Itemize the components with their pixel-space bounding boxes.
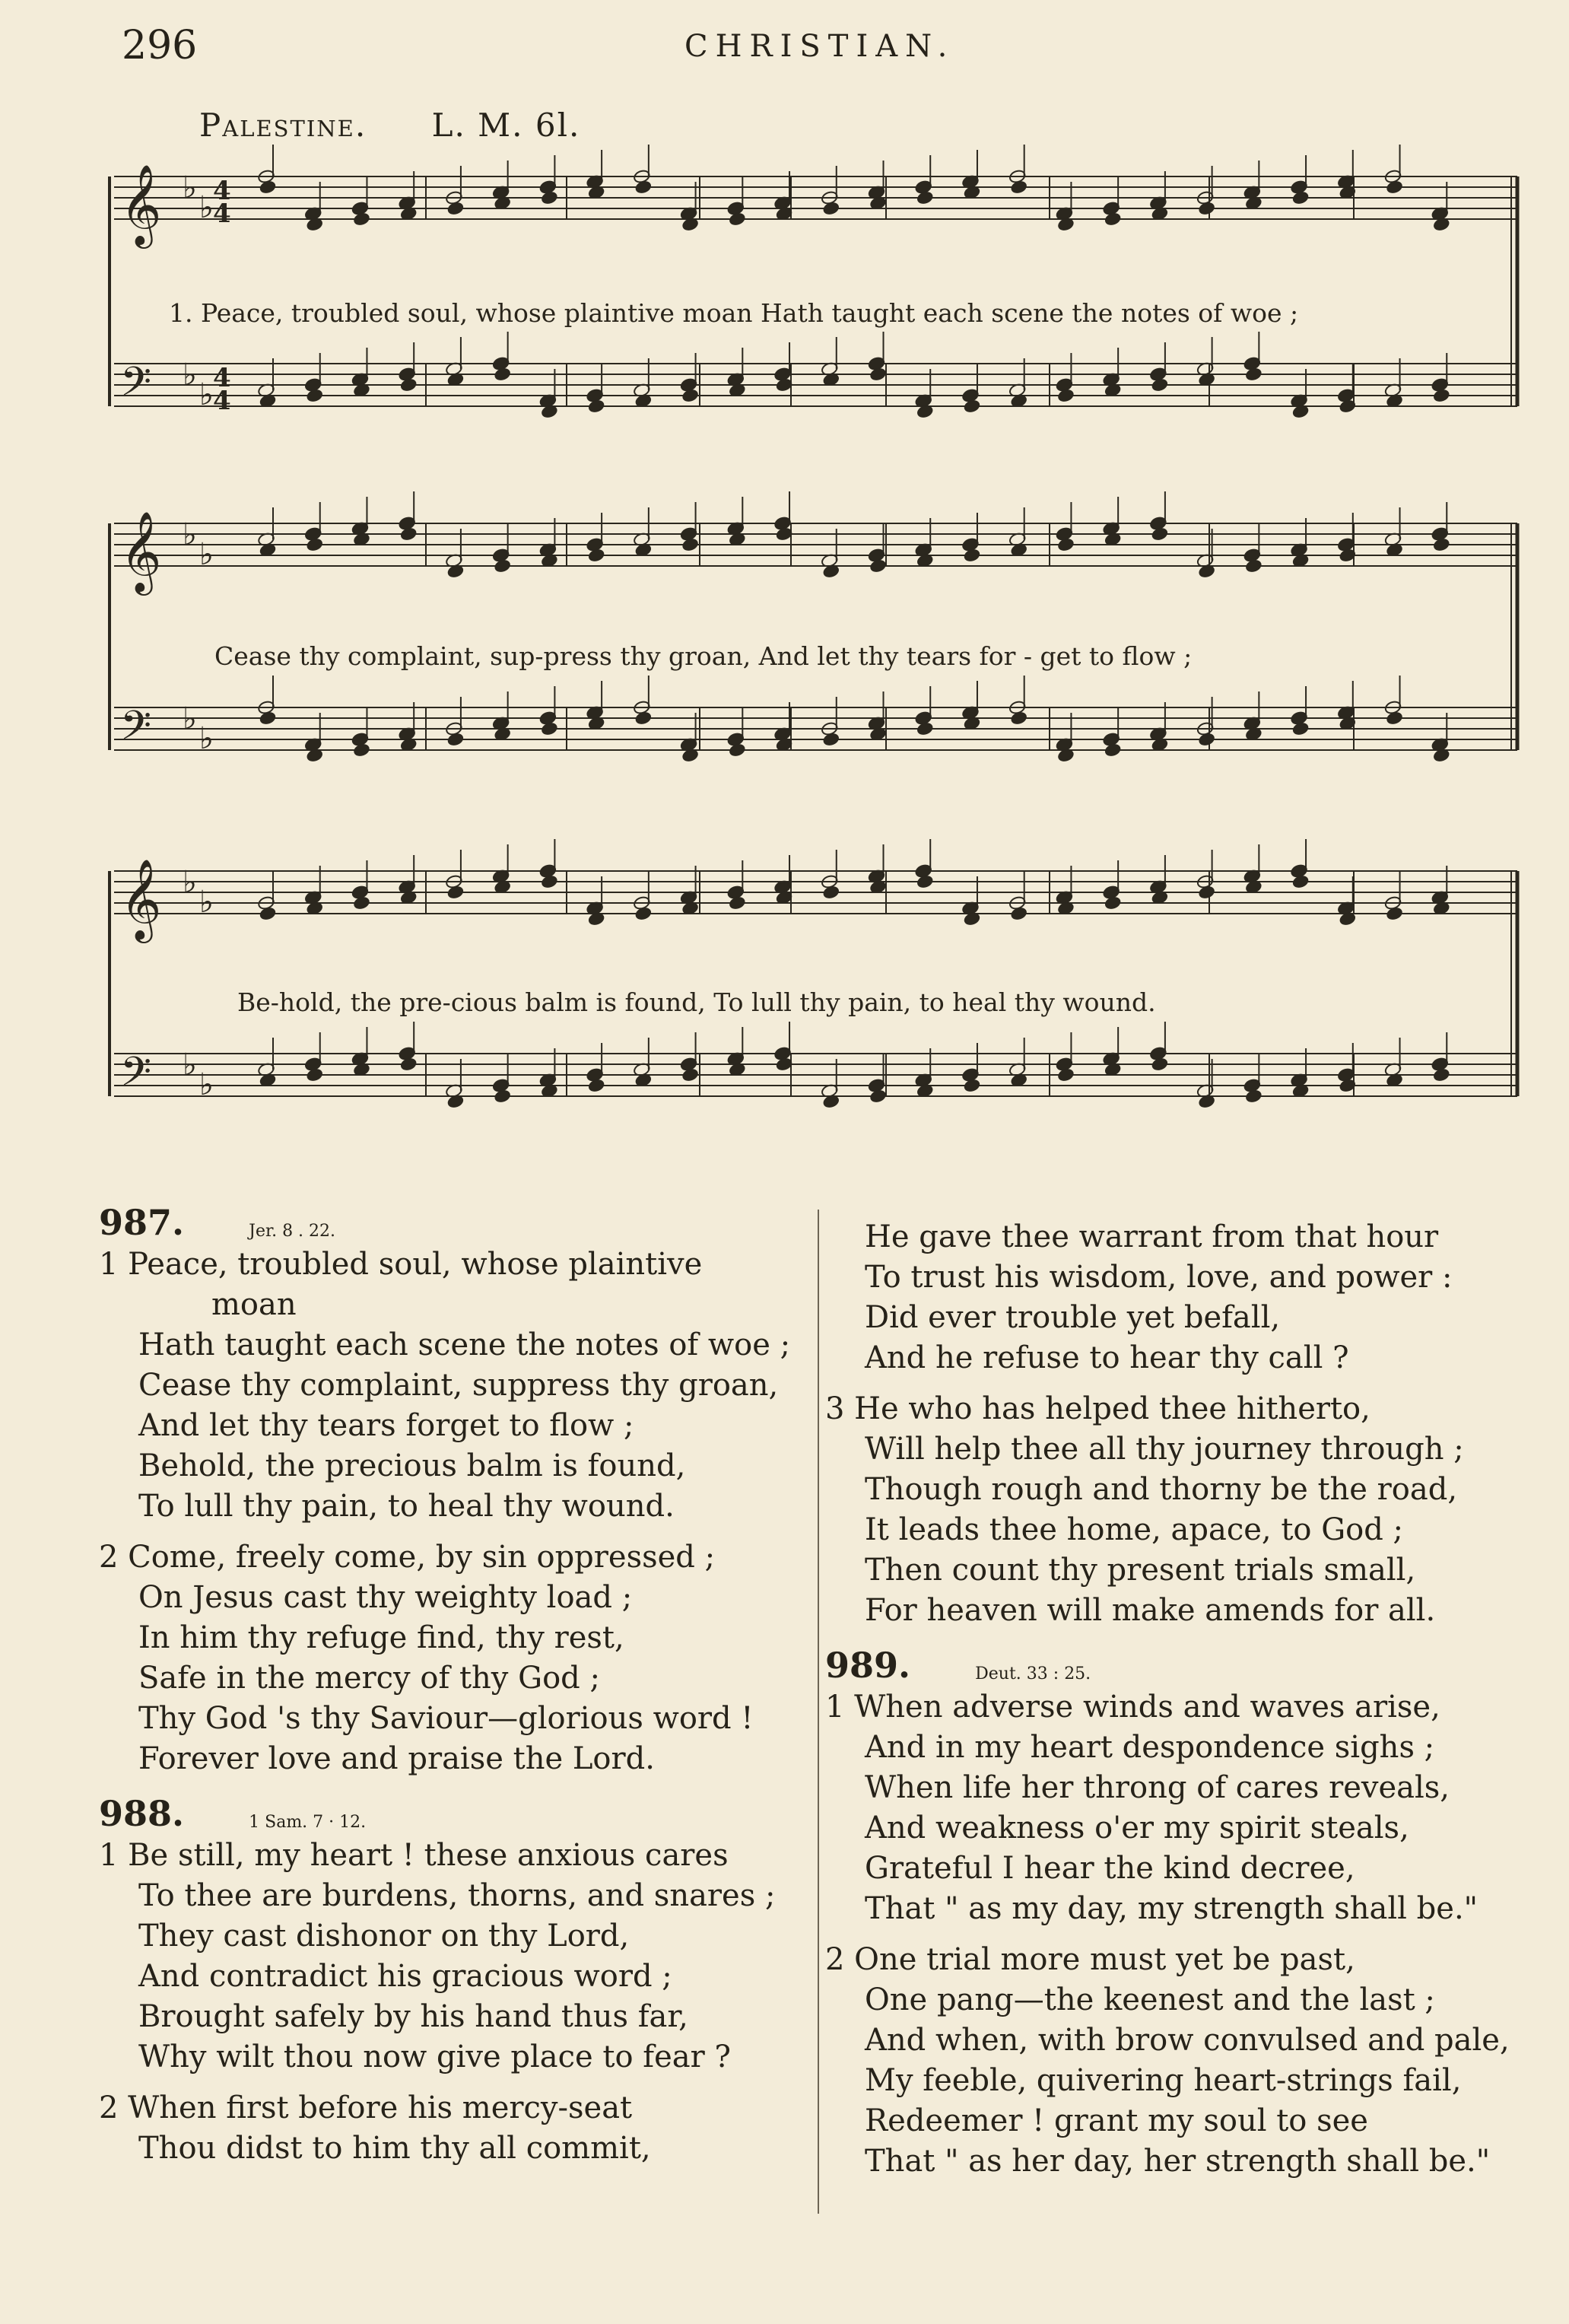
scripture-ref: Deut. 33 : 25.	[975, 1664, 1091, 1683]
verse-line: 1 Peace, troubled soul, whose plaintive	[99, 1247, 703, 1282]
verse-line: Then count thy present trials small,	[865, 1553, 1416, 1588]
music-lyric-line-3: Be-hold, the pre-cious balm is found, To lull thy pain, to heal thy wound.	[237, 987, 1156, 1017]
verse-line: On Jesus cast thy weighty load ;	[138, 1580, 633, 1615]
tune-name: Palestine.	[199, 107, 367, 144]
verse-line: He gave thee warrant from that hour	[865, 1219, 1439, 1254]
verse-line: And let thy tears forget to flow ;	[138, 1408, 634, 1443]
running-head: CHRISTIAN.	[684, 29, 955, 64]
verse-line: 2 Come, freely come, by sin oppressed ;	[99, 1540, 716, 1575]
verse-line: Thou didst to him thy all commit,	[138, 2131, 651, 2166]
verse-line: Redeemer ! grant my soul to see	[865, 2103, 1368, 2138]
verse-line: That " as her day, her strength shall be."	[865, 2144, 1491, 2179]
treble-clef: 𝄞	[120, 164, 162, 245]
time-signature: 4	[213, 386, 231, 416]
flat-sign: ♭	[183, 170, 197, 205]
flat-sign: ♭	[183, 701, 197, 736]
flat-sign: ♭	[199, 190, 214, 225]
verse-line: It leads thee home, apace, to God ;	[865, 1512, 1404, 1547]
stanza	[99, 1537, 806, 1779]
verse-line: In him thy refuge find, thy rest,	[138, 1620, 624, 1655]
scripture-ref: Jer. 8 . 22.	[249, 1222, 336, 1241]
verse-line: My feeble, quivering heart-strings fail,	[865, 2063, 1462, 2098]
verse-line: They cast dishonor on thy Lord,	[138, 1919, 630, 1954]
verse-line: One pang—the keenest and the last ;	[865, 1982, 1435, 2017]
hymn-988-header	[99, 1793, 806, 1836]
verse-line: 2 When first before his mercy-seat	[99, 2090, 633, 2125]
stanza-continuation	[825, 1217, 1555, 1378]
bass-clef: 𝄢	[120, 359, 152, 415]
stanza	[99, 2088, 806, 2169]
verse-line: When life her throng of cares reveals,	[865, 1770, 1450, 1805]
stanza	[99, 1245, 806, 1527]
hymn-987-header	[99, 1202, 806, 1245]
stanza	[825, 1940, 1555, 2182]
verse-line: Brought safely by his hand thus far,	[138, 1999, 688, 2034]
verse-line: Hath taught each scene the notes of woe ;	[138, 1327, 791, 1362]
flat-sign: ♭	[199, 537, 214, 572]
verse-line: Why wilt thou now give place to fear ?	[138, 2039, 731, 2074]
flat-sign: ♭	[183, 517, 197, 552]
verse-line: 2 One trial more must yet be past,	[825, 1942, 1355, 1977]
verse-line: 1 Be still, my heart ! these anxious cares	[99, 1838, 729, 1873]
bass-clef: 𝄢	[120, 703, 152, 759]
left-column	[99, 1202, 806, 2179]
verse-line: To lull thy pain, to heal thy wound.	[138, 1489, 675, 1524]
verse-line: And in my heart despondence sighs ;	[865, 1730, 1435, 1765]
bass-clef: 𝄢	[120, 1049, 152, 1105]
scripture-ref: 1 Sam. 7 · 12.	[249, 1813, 367, 1832]
verse-line: Will help thee all thy journey through ;	[865, 1432, 1464, 1467]
verse-line: 3 He who has helped thee hitherto,	[825, 1391, 1370, 1426]
verse-line: Thy God 's thy Saviour—glorious word !	[138, 1701, 754, 1736]
time-signature: 4	[213, 176, 231, 206]
verse-line: Cease thy complaint, suppress thy groan,	[138, 1368, 779, 1403]
right-column	[825, 1217, 1555, 2192]
verse-line: Grateful I hear the kind decree,	[865, 1851, 1355, 1886]
verse-line: To trust his wisdom, love, and power :	[865, 1260, 1453, 1295]
flat-sign: ♭	[199, 721, 214, 756]
verse-line: Safe in the mercy of thy God ;	[138, 1661, 600, 1696]
verse-line: Though rough and thorny be the road,	[865, 1472, 1458, 1507]
hymn-number: 988.	[99, 1793, 185, 1834]
stanza	[99, 1836, 806, 2078]
verse-line: For heaven will make amends for all.	[865, 1593, 1436, 1628]
page-number: 296	[122, 23, 198, 68]
flat-sign: ♭	[199, 885, 214, 920]
verse-line: Did ever trouble yet befall,	[865, 1300, 1281, 1335]
flat-sign: ♭	[183, 358, 197, 393]
column-divider	[818, 1210, 819, 2214]
music-lyric-line-1: 1. Peace, troubled soul, whose plaintive moan Hath taught each scene the notes of woe ;	[169, 298, 1299, 328]
verse-line: 1 When adverse winds and waves arise,	[825, 1690, 1440, 1725]
music-lyric-line-2: Cease thy complaint, sup-press thy groan, And let thy tears for - get to flow ;	[214, 641, 1193, 671]
verse-line: And when, with brow convulsed and pale,	[865, 2023, 1510, 2058]
verse-line: Forever love and praise the Lord.	[138, 1741, 655, 1776]
stanza	[825, 1687, 1555, 1929]
verse-line: Behold, the precious balm is found,	[138, 1448, 686, 1483]
time-signature: 4	[213, 199, 231, 229]
verse-line: moan	[211, 1287, 297, 1322]
verse-line: And he refuse to hear thy call ?	[865, 1340, 1349, 1375]
flat-sign: ♭	[183, 1048, 197, 1083]
verse-line: And weakness o'er my spirit steals,	[865, 1811, 1409, 1846]
verse-line: To thee are burdens, thorns, and snares ;	[138, 1878, 776, 1913]
hymn-number: 987.	[99, 1202, 185, 1243]
hymn-number: 989.	[825, 1645, 911, 1686]
time-signature: 4	[213, 363, 231, 393]
verse-line: And contradict his gracious word ;	[138, 1959, 672, 1994]
flat-sign: ♭	[199, 377, 214, 412]
hymn-989-header	[825, 1645, 1555, 1687]
flat-sign: ♭	[183, 865, 197, 900]
treble-clef: 𝄞	[120, 858, 162, 939]
stanza	[825, 1389, 1555, 1631]
flat-sign: ♭	[199, 1067, 214, 1102]
verse-line: That " as my day, my strength shall be."	[865, 1891, 1478, 1926]
tune-meter: L. M. 6l.	[431, 107, 581, 144]
treble-clef: 𝄞	[120, 510, 162, 592]
